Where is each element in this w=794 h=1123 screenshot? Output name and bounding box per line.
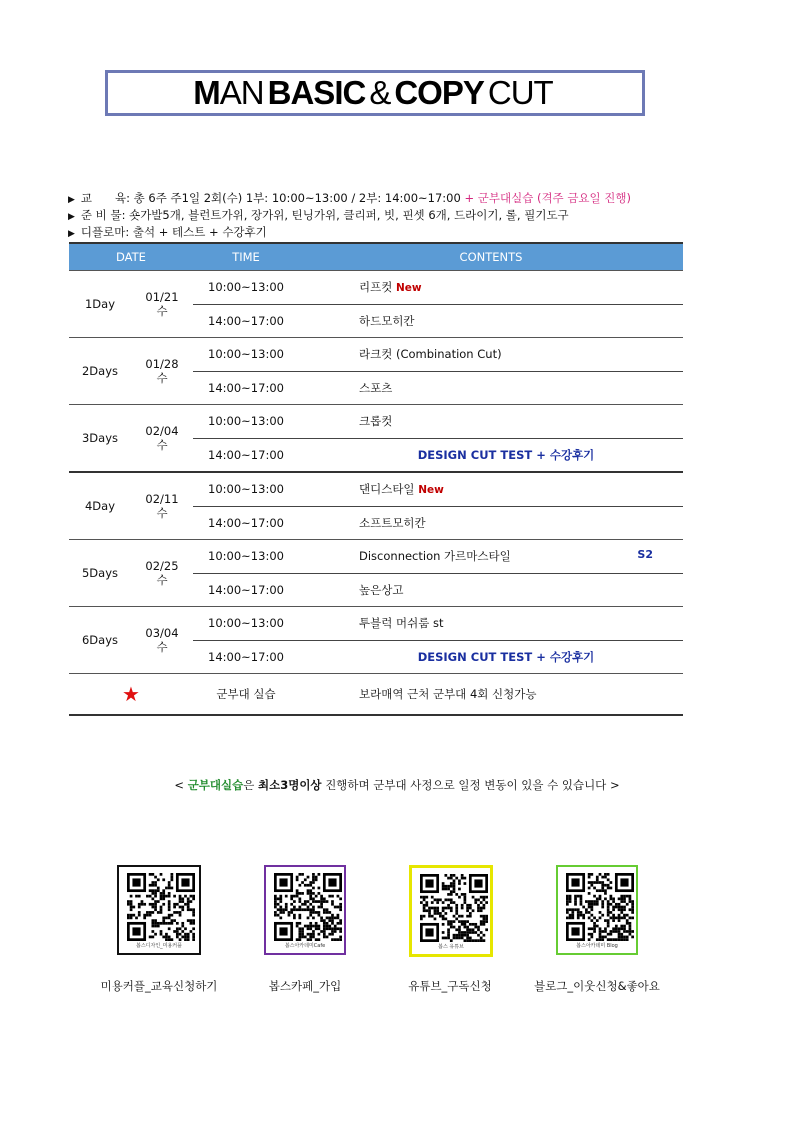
table-row: 5Days 02/25 수 10:00~13:00 Disconnection 가르마스타일 S2: [69, 540, 683, 574]
table-row: 1Day 01/21 수 10:00~13:00 리프컷 New: [69, 271, 683, 305]
design-cut-test: DESIGN CUT TEST + 수강후기: [299, 438, 683, 472]
qr-label: 유튜브_구독신청: [408, 979, 492, 993]
season-tag: S2: [637, 548, 653, 562]
table-row: 3Days 02/04 수 10:00~13:00 크롭컷: [69, 405, 683, 439]
bullet-triangle-icon: ▶: [68, 212, 75, 222]
table-row: 14:00~17:00 소프트모히칸: [69, 506, 683, 540]
table-row: 14:00~17:00 하드모히칸: [69, 304, 683, 338]
page-title: [105, 70, 645, 116]
bullet-triangle-icon: ▶: [68, 229, 75, 239]
new-badge: New: [418, 484, 444, 497]
table-row: 4Day 02/11 수 10:00~13:00 댄디스타일 New: [69, 472, 683, 506]
qr-code-icon: [274, 873, 342, 941]
info-line: ▶ 교 육: 총 6주 주1일 2회(수) 1부: 10:00~13:00 / 2부: 14:00~17:00 + 군부대실습 (격주 금요일 진행): [68, 191, 632, 205]
qr-code-icon: [420, 874, 488, 942]
qr-code-cafe-couple[interactable]: 봅스디자인_미용커플: [117, 865, 201, 955]
title-part: BASIC: [267, 74, 366, 111]
title-part: CUT: [487, 74, 553, 111]
qr-code-youtube[interactable]: 봅스 유튜브: [409, 865, 493, 957]
table-row: 2Days 01/28 수 10:00~13:00 라크컷 (Combination Cut): [69, 338, 683, 372]
qr-label: 봅스카페_가입: [268, 979, 342, 993]
qr-label: 블로그_이웃신청&좋아요: [534, 979, 660, 993]
bullet-triangle-icon: ▶: [68, 195, 75, 205]
info-line: ▶ 디플로마: 출석 + 테스트 + 수강후기: [68, 225, 267, 239]
title-part: COPY: [394, 74, 484, 111]
qr-code-icon: [566, 873, 634, 941]
title-part: AN: [219, 74, 264, 111]
table-row: ★ 군부대 실습 보라매역 근처 군부대 4회 신청가능: [69, 674, 683, 716]
table-row: 14:00~17:00 DESIGN CUT TEST + 수강후기: [69, 640, 683, 674]
title-part: &: [369, 74, 391, 111]
header-date: DATE: [69, 243, 193, 271]
table-header: [69, 243, 683, 271]
table-row: 14:00~17:00 높은상고: [69, 573, 683, 607]
notice-text: < 군부대실습은 최소3명이상 진행하며 군부대 사정으로 일정 변동이 있을 수 있습니다 >: [174, 778, 620, 792]
info-line: ▶ 준 비 물: 숏가발5개, 블런트가위, 장가위, 틴닝가위, 클리퍼, 빗, 핀셋 6개, 드라이기, 롤, 필기도구: [68, 208, 569, 222]
qr-code-blog[interactable]: 봅스아카데미 Blog: [556, 865, 638, 955]
table-row: 14:00~17:00 스포츠: [69, 371, 683, 405]
header-contents: CONTENTS: [299, 243, 683, 271]
qr-label: 미용커플_교육신청하기: [100, 979, 218, 993]
table-row: 14:00~17:00 DESIGN CUT TEST + 수강후기: [69, 438, 683, 472]
schedule-table: [69, 242, 683, 716]
qr-code-cafe[interactable]: 봅스아카데미Cafe: [264, 865, 346, 955]
qr-code-icon: [127, 873, 195, 941]
design-cut-test: DESIGN CUT TEST + 수강후기: [299, 640, 683, 674]
star-icon: ★: [69, 674, 193, 716]
title-part: M: [193, 74, 220, 111]
new-badge: New: [395, 282, 422, 295]
header-time: TIME: [193, 243, 299, 271]
table-row: 6Days 03/04 수 10:00~13:00 투블럭 머쉬룸 st: [69, 607, 683, 641]
